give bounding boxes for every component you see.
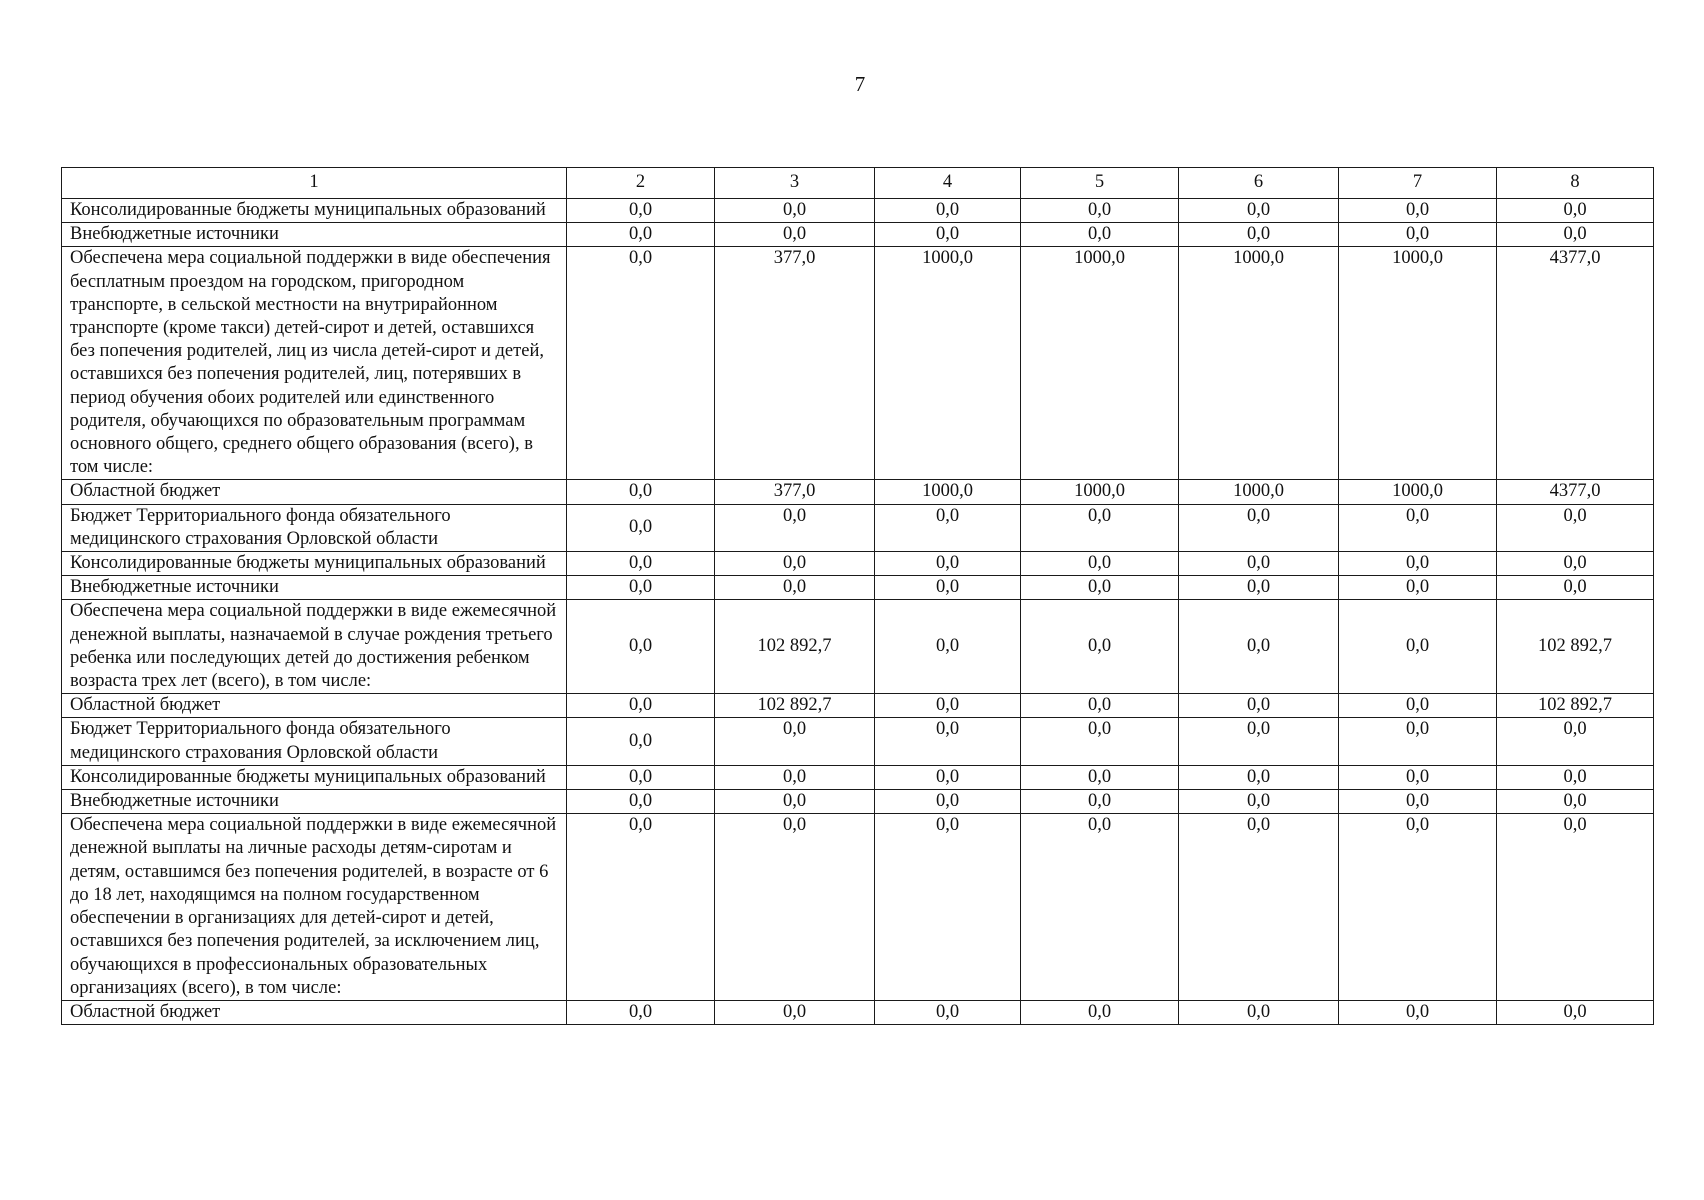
value-cell: 0,0 — [1179, 765, 1339, 789]
value-cell: 0,0 — [715, 1000, 875, 1024]
row-label: Бюджет Территориального фонда обязательного медицинского страхования Орловской области — [62, 504, 567, 551]
value-cell: 0,0 — [875, 694, 1021, 718]
value-cell: 0,0 — [567, 480, 715, 504]
value-cell: 0,0 — [875, 790, 1021, 814]
value-cell: 1000,0 — [1339, 480, 1497, 504]
value-cell: 0,0 — [715, 223, 875, 247]
row-label: Обеспечена мера социальной поддержки в виде ежемесячной денежной выплаты на личные расходы детям-сиротам и детям, оставшимся без попечения родителей, в возрасте от 6 до 18 лет, находящимся на полном государственном обеспечении в организациях для детей-сирот и детей, оставшихся без попечения родителей, за исключением лиц, обучающихся в профессиональных образовательных организациях (всего), в том числе: — [62, 814, 567, 1001]
row-label: Бюджет Территориального фонда обязательного медицинского страхования Орловской области — [62, 718, 567, 765]
value-cell: 4377,0 — [1497, 480, 1654, 504]
row-label: Обеспечена мера социальной поддержки в виде ежемесячной денежной выплаты, назначаемой в случае рождения третьего ребенка или последующих детей до достижения ребенком возраста трех лет (всего), в том числе: — [62, 600, 567, 694]
value-cell: 0,0 — [1021, 504, 1179, 551]
table-row — [62, 694, 1654, 718]
row-label: Внебюджетные источники — [62, 576, 567, 600]
value-cell: 1000,0 — [1339, 247, 1497, 480]
value-cell: 0,0 — [1339, 694, 1497, 718]
value-cell: 0,0 — [1179, 504, 1339, 551]
value-cell: 0,0 — [1179, 1000, 1339, 1024]
row-label: Консолидированные бюджеты муниципальных образований — [62, 552, 567, 576]
value-cell: 0,0 — [567, 765, 715, 789]
value-cell: 0,0 — [567, 576, 715, 600]
value-cell: 0,0 — [1339, 765, 1497, 789]
value-cell: 0,0 — [1179, 576, 1339, 600]
value-cell: 0,0 — [1339, 223, 1497, 247]
value-cell: 0,0 — [1179, 223, 1339, 247]
value-cell: 377,0 — [715, 247, 875, 480]
table-row — [62, 814, 1654, 1001]
value-cell: 0,0 — [875, 552, 1021, 576]
value-cell: 0,0 — [567, 790, 715, 814]
value-cell: 1000,0 — [875, 480, 1021, 504]
value-cell: 102 892,7 — [1497, 600, 1654, 694]
value-cell: 1000,0 — [1179, 480, 1339, 504]
value-cell: 0,0 — [567, 552, 715, 576]
value-cell: 1000,0 — [875, 247, 1021, 480]
value-cell: 0,0 — [1021, 814, 1179, 1001]
value-cell: 0,0 — [875, 1000, 1021, 1024]
value-cell: 0,0 — [1179, 718, 1339, 765]
value-cell: 0,0 — [1339, 814, 1497, 1001]
row-label: Консолидированные бюджеты муниципальных образований — [62, 765, 567, 789]
value-cell: 0,0 — [1021, 576, 1179, 600]
table-row — [62, 223, 1654, 247]
row-label: Внебюджетные источники — [62, 223, 567, 247]
value-cell: 0,0 — [1339, 576, 1497, 600]
value-cell: 0,0 — [1021, 765, 1179, 789]
value-cell: 0,0 — [1497, 814, 1654, 1001]
value-cell: 0,0 — [715, 814, 875, 1001]
table-row — [62, 765, 1654, 789]
value-cell: 0,0 — [1021, 600, 1179, 694]
table-row — [62, 1000, 1654, 1024]
value-cell: 0,0 — [1497, 576, 1654, 600]
value-cell: 0,0 — [1497, 790, 1654, 814]
table-row — [62, 576, 1654, 600]
column-header: 8 — [1497, 168, 1654, 199]
value-cell: 0,0 — [567, 247, 715, 480]
value-cell: 0,0 — [567, 1000, 715, 1024]
row-label: Внебюджетные источники — [62, 790, 567, 814]
column-header: 6 — [1179, 168, 1339, 199]
row-label: Областной бюджет — [62, 694, 567, 718]
value-cell: 0,0 — [567, 600, 715, 694]
budget-table — [61, 167, 1654, 1025]
value-cell: 4377,0 — [1497, 247, 1654, 480]
row-label: Областной бюджет — [62, 1000, 567, 1024]
value-cell: 0,0 — [567, 199, 715, 223]
value-cell: 0,0 — [1339, 718, 1497, 765]
column-header: 4 — [875, 168, 1021, 199]
value-cell: 1000,0 — [1179, 247, 1339, 480]
value-cell: 0,0 — [1339, 790, 1497, 814]
table-row — [62, 718, 1654, 765]
value-cell: 0,0 — [715, 504, 875, 551]
value-cell: 0,0 — [1339, 1000, 1497, 1024]
value-cell: 0,0 — [1179, 600, 1339, 694]
value-cell: 0,0 — [875, 199, 1021, 223]
table-row — [62, 790, 1654, 814]
table-row — [62, 247, 1654, 480]
value-cell: 102 892,7 — [715, 694, 875, 718]
value-cell: 0,0 — [715, 552, 875, 576]
column-header: 3 — [715, 168, 875, 199]
value-cell: 0,0 — [875, 814, 1021, 1001]
value-cell: 0,0 — [875, 765, 1021, 789]
row-label: Обеспечена мера социальной поддержки в виде обеспечения бесплатным проездом на городском, пригородном транспорте, в сельской местности на внутрирайонном транспорте (кроме такси) детей-сирот и детей, оставшихся без попечения родителей, лиц из числа детей-сирот и детей, оставшихся без попечения родителей, лиц, потерявших в период обучения обоих родителей или единственного родителя, обучающихся по образовательным программам основного общего, среднего общего образования (всего), в том числе: — [62, 247, 567, 480]
value-cell: 0,0 — [567, 223, 715, 247]
row-label: Консолидированные бюджеты муниципальных образований — [62, 199, 567, 223]
value-cell: 0,0 — [715, 576, 875, 600]
value-cell: 1000,0 — [1021, 247, 1179, 480]
column-header: 1 — [62, 168, 567, 199]
value-cell: 0,0 — [1021, 1000, 1179, 1024]
table-row — [62, 600, 1654, 694]
value-cell: 0,0 — [1339, 600, 1497, 694]
value-cell: 0,0 — [1021, 223, 1179, 247]
value-cell: 0,0 — [567, 814, 715, 1001]
value-cell: 0,0 — [1497, 223, 1654, 247]
value-cell: 0,0 — [1179, 199, 1339, 223]
value-cell: 0,0 — [1179, 790, 1339, 814]
value-cell: 0,0 — [1497, 199, 1654, 223]
table-row — [62, 552, 1654, 576]
value-cell: 1000,0 — [1021, 480, 1179, 504]
value-cell: 0,0 — [1339, 504, 1497, 551]
table-row — [62, 199, 1654, 223]
value-cell: 0,0 — [715, 718, 875, 765]
value-cell: 0,0 — [1339, 199, 1497, 223]
value-cell: 377,0 — [715, 480, 875, 504]
table-row — [62, 480, 1654, 504]
value-cell: 0,0 — [1179, 814, 1339, 1001]
page-number: 7 — [854, 72, 866, 96]
value-cell: 0,0 — [875, 504, 1021, 551]
value-cell: 0,0 — [1497, 1000, 1654, 1024]
value-cell: 0,0 — [567, 718, 715, 765]
value-cell: 102 892,7 — [1497, 694, 1654, 718]
value-cell: 0,0 — [875, 600, 1021, 694]
value-cell: 0,0 — [1497, 718, 1654, 765]
value-cell: 0,0 — [567, 504, 715, 551]
value-cell: 0,0 — [1339, 552, 1497, 576]
value-cell: 0,0 — [1021, 694, 1179, 718]
value-cell: 102 892,7 — [715, 600, 875, 694]
table-row — [62, 504, 1654, 551]
value-cell: 0,0 — [1021, 199, 1179, 223]
value-cell: 0,0 — [715, 790, 875, 814]
value-cell: 0,0 — [1179, 552, 1339, 576]
value-cell: 0,0 — [875, 718, 1021, 765]
column-header-row — [62, 168, 1654, 199]
column-header: 5 — [1021, 168, 1179, 199]
row-label: Областной бюджет — [62, 480, 567, 504]
value-cell: 0,0 — [715, 765, 875, 789]
value-cell: 0,0 — [1021, 790, 1179, 814]
value-cell: 0,0 — [1179, 694, 1339, 718]
value-cell: 0,0 — [567, 694, 715, 718]
value-cell: 0,0 — [875, 223, 1021, 247]
column-header: 7 — [1339, 168, 1497, 199]
value-cell: 0,0 — [1497, 765, 1654, 789]
value-cell: 0,0 — [1021, 718, 1179, 765]
value-cell: 0,0 — [1021, 552, 1179, 576]
value-cell: 0,0 — [1497, 552, 1654, 576]
column-header: 2 — [567, 168, 715, 199]
value-cell: 0,0 — [715, 199, 875, 223]
value-cell: 0,0 — [875, 576, 1021, 600]
value-cell: 0,0 — [1497, 504, 1654, 551]
